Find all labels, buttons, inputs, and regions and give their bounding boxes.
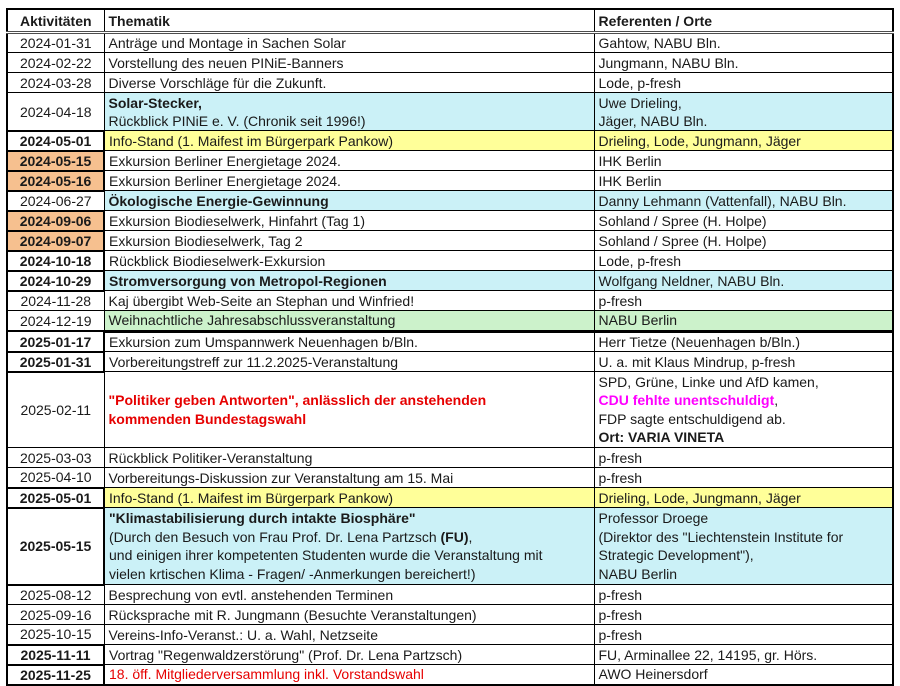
date-cell: 2025-03-03 bbox=[7, 448, 104, 468]
cell-line: Anträge und Montage in Sachen Solar bbox=[108, 35, 346, 51]
cell-line: NABU Berlin bbox=[598, 312, 678, 329]
events-table bbox=[6, 8, 894, 686]
date-cell: 2025-11-25 bbox=[7, 665, 104, 685]
cell-line: und einigen ihrer kompetenten Studenten wurde die Veranstaltung mit bbox=[109, 547, 543, 564]
table-row bbox=[7, 53, 893, 73]
thematik-cell bbox=[104, 372, 594, 448]
thematik-cell bbox=[104, 468, 594, 488]
date-cell: 2025-05-01 bbox=[7, 488, 104, 508]
cell-line: Drieling, Lode, Jungmann, Jäger bbox=[598, 132, 801, 149]
cell-line: AWO Heinersdorf bbox=[598, 666, 708, 683]
table-row bbox=[7, 151, 893, 171]
date-cell: 2025-10-15 bbox=[7, 625, 104, 645]
date-cell: 2024-11-28 bbox=[7, 291, 104, 311]
referenten-cell bbox=[594, 625, 893, 645]
cell-line: IHK Berlin bbox=[598, 172, 662, 189]
referenten-cell bbox=[594, 93, 893, 131]
cell-line: CDU fehlte unentschuldigt, bbox=[598, 392, 779, 409]
table-row bbox=[7, 93, 893, 131]
cell-line: Strategic Development"), bbox=[598, 547, 754, 564]
cell-line: Ort: VARIA VINETA bbox=[598, 429, 725, 446]
date-cell: 2024-05-15 bbox=[7, 151, 104, 171]
thematik-cell bbox=[104, 352, 594, 372]
referenten-cell bbox=[594, 331, 893, 351]
date-cell: 2025-01-17 bbox=[7, 331, 104, 351]
events-table-sheet bbox=[6, 8, 894, 686]
referenten-cell bbox=[594, 231, 893, 251]
referenten-cell bbox=[594, 33, 893, 53]
referenten-cell bbox=[594, 488, 893, 508]
referenten-cell bbox=[594, 448, 893, 468]
table-row bbox=[7, 291, 893, 311]
date-cell: 2024-05-16 bbox=[7, 171, 104, 191]
date-cell: 2025-11-11 bbox=[7, 645, 104, 665]
cell-line: Exkursion Berliner Energietage 2024. bbox=[109, 172, 341, 189]
cell-line: Vorbereitungs-Diskussion zur Veranstaltung am 15. Mai bbox=[108, 469, 454, 486]
date-cell: 2025-08-12 bbox=[7, 585, 104, 605]
referenten-cell bbox=[594, 73, 893, 93]
date-cell: 2025-09-16 bbox=[7, 605, 104, 625]
table-row bbox=[7, 211, 893, 231]
date-cell: 2025-02-11 bbox=[7, 372, 104, 448]
date-cell: 2024-10-29 bbox=[7, 271, 104, 291]
thematik-cell bbox=[104, 231, 594, 251]
table-row bbox=[7, 625, 893, 645]
date-cell: 2024-12-19 bbox=[7, 311, 104, 331]
date-cell: 2024-04-18 bbox=[7, 93, 104, 131]
thematik-cell bbox=[104, 508, 594, 585]
table-row bbox=[7, 271, 893, 291]
cell-line: Lode, p-fresh bbox=[598, 252, 681, 269]
thematik-cell bbox=[104, 645, 594, 665]
cell-line: (Direktor des "Liechtenstein Institute for bbox=[598, 528, 844, 545]
table-row bbox=[7, 311, 893, 331]
cell-line: Gahtow, NABU Bln. bbox=[598, 35, 721, 51]
cell-line: Lode, p-fresh bbox=[598, 74, 681, 91]
cell-line: Herr Tietze (Neuenhagen b/Bln.) bbox=[598, 333, 801, 350]
cell-line: IHK Berlin bbox=[598, 152, 662, 169]
cell-line: Stromversorgung von Metropol-Regionen bbox=[109, 272, 387, 289]
date-cell: 2024-05-01 bbox=[7, 131, 104, 151]
referenten-cell bbox=[594, 311, 893, 331]
cell-line: "Klimastabilisierung durch intakte Biosphäre" bbox=[109, 510, 416, 527]
cell-line: Rückblick Politiker-Veranstaltung bbox=[108, 449, 313, 466]
cell-line: Exkursion Biodieselwerk, Tag 2 bbox=[109, 232, 303, 249]
cell-line: vielen krtischen Klima - Fragen/ -Anmerkungen bereichert!) bbox=[109, 565, 476, 582]
thematik-cell bbox=[104, 251, 594, 271]
thematik-cell bbox=[104, 311, 594, 331]
table-row bbox=[7, 73, 893, 93]
date-cell: 2025-04-10 bbox=[7, 468, 104, 488]
thematik-cell bbox=[104, 93, 594, 131]
cell-line: Rückblick Biodieselwerk-Exkursion bbox=[109, 252, 326, 269]
table-body bbox=[7, 33, 893, 685]
cell-line: Vorstellung des neuen PINiE-Banners bbox=[108, 54, 344, 71]
thematik-cell bbox=[104, 131, 594, 151]
cell-line: p-fresh bbox=[598, 626, 643, 643]
table-row bbox=[7, 331, 893, 351]
referenten-cell bbox=[594, 372, 893, 448]
referenten-cell bbox=[594, 585, 893, 605]
thematik-cell bbox=[104, 171, 594, 191]
referenten-cell bbox=[594, 352, 893, 372]
cell-line: Rückblick PINiE e. V. (Chronik seit 1996!) bbox=[108, 112, 366, 129]
thematik-cell bbox=[104, 73, 594, 93]
referenten-cell bbox=[594, 645, 893, 665]
cell-line: Info-Stand (1. Maifest im Bürgerpark Pankow) bbox=[109, 489, 394, 506]
referenten-cell bbox=[594, 468, 893, 488]
referenten-cell bbox=[594, 605, 893, 625]
cell-line: Exkursion zum Umspannwerk Neuenhagen b/Bln. bbox=[109, 333, 418, 350]
table-row bbox=[7, 508, 893, 585]
table-row bbox=[7, 488, 893, 508]
thematik-cell bbox=[104, 53, 594, 73]
thematik-cell bbox=[104, 33, 594, 53]
cell-line: p-fresh bbox=[598, 292, 643, 309]
date-cell: 2024-02-22 bbox=[7, 53, 104, 73]
cell-line: Jäger, NABU Bln. bbox=[598, 112, 708, 129]
cell-line: "Politiker geben Antworten", anlässlich der anstehenden bbox=[108, 392, 487, 409]
cell-line: Vereins-Info-Veranst.: U. a. Wahl, Netzseite bbox=[108, 626, 378, 643]
cell-line: FU, Arminallee 22, 14195, gr. Hörs. bbox=[598, 646, 818, 663]
cell-line: Uwe Drieling, bbox=[598, 94, 682, 111]
thematik-cell bbox=[104, 291, 594, 311]
cell-line: p-fresh bbox=[598, 586, 643, 603]
header-row bbox=[7, 9, 893, 33]
date-cell: 2024-09-07 bbox=[7, 231, 104, 251]
referenten-cell bbox=[594, 211, 893, 231]
referenten-cell bbox=[594, 291, 893, 311]
cell-line: Vorbereitungstreff zur 11.2.2025-Veranstaltung bbox=[109, 353, 399, 370]
cell-line: Rücksprache mit R. Jungmann (Besuchte Veranstaltungen) bbox=[108, 606, 477, 623]
thematik-cell bbox=[104, 625, 594, 645]
cell-line: 18. öff. Mitgliederversammlung inkl. Vorstandswahl bbox=[109, 666, 424, 683]
thematik-cell bbox=[104, 151, 594, 171]
referenten-cell bbox=[594, 171, 893, 191]
cell-line: p-fresh bbox=[598, 606, 643, 623]
date-cell: 2025-01-31 bbox=[7, 352, 104, 372]
header-aktivitaeten: Aktivitäten bbox=[7, 9, 104, 33]
header-thematik: Thematik bbox=[104, 9, 594, 33]
referenten-cell bbox=[594, 191, 893, 211]
date-cell: 2024-03-28 bbox=[7, 73, 104, 93]
table-row bbox=[7, 33, 893, 53]
thematik-cell bbox=[104, 271, 594, 291]
cell-line: Exkursion Biodieselwerk, Hinfahrt (Tag 1) bbox=[109, 212, 365, 229]
referenten-cell bbox=[594, 151, 893, 171]
referenten-cell bbox=[594, 131, 893, 151]
thematik-cell bbox=[104, 488, 594, 508]
cell-line: Diverse Vorschläge für die Zukunft. bbox=[108, 74, 327, 91]
cell-line: Kaj übergibt Web-Seite an Stephan und Winfried! bbox=[108, 292, 415, 309]
table-row bbox=[7, 231, 893, 251]
date-cell: 2024-06-27 bbox=[7, 191, 104, 211]
cell-line: Professor Droege bbox=[598, 510, 709, 527]
cell-line: kommenden Bundestagswahl bbox=[108, 410, 307, 427]
thematik-cell bbox=[104, 191, 594, 211]
date-cell: 2025-05-15 bbox=[7, 508, 104, 585]
thematik-cell bbox=[104, 448, 594, 468]
table-row bbox=[7, 171, 893, 191]
cell-line: Sohland / Spree (H. Holpe) bbox=[598, 232, 767, 249]
date-cell: 2024-09-06 bbox=[7, 211, 104, 231]
thematik-cell bbox=[104, 585, 594, 605]
cell-line: Info-Stand (1. Maifest im Bürgerpark Pankow) bbox=[109, 132, 394, 149]
table-row bbox=[7, 448, 893, 468]
cell-line: Solar-Stecker, bbox=[108, 94, 202, 111]
table-row bbox=[7, 605, 893, 625]
table-row bbox=[7, 645, 893, 665]
cell-line: U. a. mit Klaus Mindrup, p-fresh bbox=[598, 353, 796, 370]
cell-line: Vortrag "Regenwaldzerstörung" (Prof. Dr. Lena Partzsch) bbox=[109, 646, 463, 663]
thematik-cell bbox=[104, 605, 594, 625]
thematik-cell bbox=[104, 331, 594, 351]
table-row bbox=[7, 372, 893, 448]
date-cell: 2024-01-31 bbox=[7, 33, 104, 53]
cell-line: Jungmann, NABU Bln. bbox=[598, 54, 739, 71]
thematik-cell bbox=[104, 211, 594, 231]
cell-line: NABU Berlin bbox=[598, 565, 678, 582]
date-cell: 2024-10-18 bbox=[7, 251, 104, 271]
table-row bbox=[7, 191, 893, 211]
referenten-cell bbox=[594, 53, 893, 73]
table-row bbox=[7, 251, 893, 271]
table-row bbox=[7, 585, 893, 605]
cell-line: Weihnachtliche Jahresabschlussveranstaltung bbox=[108, 312, 396, 329]
referenten-cell bbox=[594, 508, 893, 585]
cell-line: Drieling, Lode, Jungmann, Jäger bbox=[598, 489, 801, 506]
cell-line: Ökologische Energie-Gewinnung bbox=[108, 192, 329, 209]
cell-line: p-fresh bbox=[598, 469, 643, 486]
cell-line: SPD, Grüne, Linke und AfD kamen, bbox=[598, 373, 819, 390]
cell-line: Exkursion Berliner Energietage 2024. bbox=[109, 152, 341, 169]
cell-line: Besprechung von evtl. anstehenden Terminen bbox=[108, 586, 394, 603]
referenten-cell bbox=[594, 251, 893, 271]
cell-line: Wolfgang Neldner, NABU Bln. bbox=[598, 272, 785, 289]
table-row bbox=[7, 131, 893, 151]
cell-line: p-fresh bbox=[598, 449, 643, 466]
header-referenten-orte: Referenten / Orte bbox=[594, 9, 893, 33]
cell-line: (Durch den Besuch von Frau Prof. Dr. Lena Partzsch (FU), bbox=[109, 528, 473, 545]
cell-line: Danny Lehmann (Vattenfall), NABU Bln. bbox=[598, 192, 847, 209]
cell-line: Sohland / Spree (H. Holpe) bbox=[598, 212, 767, 229]
referenten-cell bbox=[594, 271, 893, 291]
table-row bbox=[7, 352, 893, 372]
table-row bbox=[7, 468, 893, 488]
cell-line: FDP sagte entschuldigend ab. bbox=[598, 410, 786, 427]
